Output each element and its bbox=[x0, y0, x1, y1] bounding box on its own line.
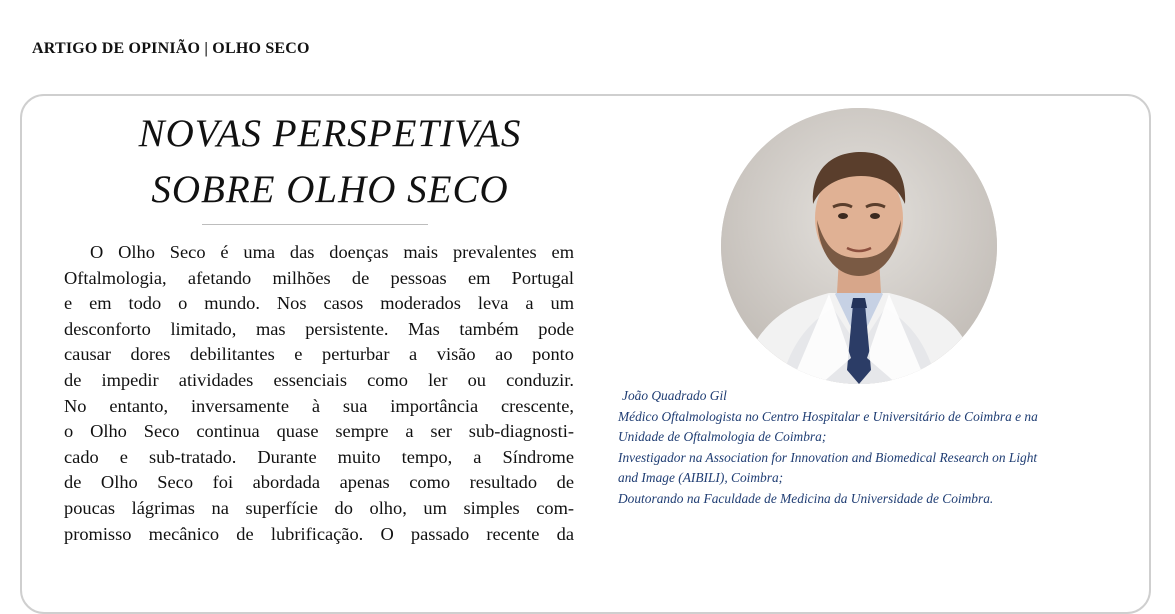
author-photo bbox=[721, 108, 997, 384]
body-line: cado e sub-tratado. Durante muito tempo, a Síndrome bbox=[64, 446, 574, 467]
body-line: poucas lágrimas na superfície do olho, um simples com- bbox=[64, 497, 574, 518]
body-line: promisso mecânico de lubrificação. O passado recente da bbox=[64, 523, 574, 544]
body-line: de impedir atividades essenciais como ler ou conduzir. bbox=[64, 369, 574, 390]
author-affiliation: Investigador na Association for Innovation and Biomedical Research on Light bbox=[618, 449, 1038, 465]
author-caption bbox=[618, 386, 1138, 510]
title-line-1: NOVAS PERSPETIVAS bbox=[138, 112, 522, 155]
author-affiliation: Unidade de Oftalmologia de Coimbra; bbox=[618, 429, 827, 445]
body-line: e em todo o mundo. Nos casos moderados leva a um bbox=[64, 293, 574, 314]
title-divider bbox=[202, 224, 428, 225]
article-title bbox=[60, 106, 600, 218]
author-affiliation: Médico Oftalmologista no Centro Hospitalar e Universitário de Coimbra e na bbox=[618, 408, 1038, 424]
author-affiliation: Doutorando na Faculdade de Medicina da Universidade de Coimbra. bbox=[618, 490, 994, 506]
title-line-2: SOBRE OLHO SECO bbox=[151, 168, 509, 211]
section-label: ARTIGO DE OPINIÃO | OLHO SECO bbox=[32, 40, 310, 57]
body-line: de Olho Seco foi abordada apenas como resultado de bbox=[64, 472, 574, 493]
body-line: causar dores debilitantes e perturbar a visão ao ponto bbox=[64, 344, 574, 365]
article-body bbox=[64, 240, 574, 547]
body-line: desconforto limitado, mas persistente. Mas também pode bbox=[64, 318, 574, 339]
author-affiliation: and Image (AIBILI), Coimbra; bbox=[618, 470, 784, 486]
body-line: O Olho Seco é uma das doenças mais prevalentes em bbox=[90, 242, 574, 262]
author-name: João Quadrado Gil bbox=[622, 388, 727, 403]
body-line: Oftalmologia, afetando milhões de pessoas em Portugal bbox=[64, 267, 574, 288]
author-portrait-illustration bbox=[721, 108, 997, 384]
body-line: o Olho Seco continua quase sempre a ser sub-diagnosti- bbox=[64, 421, 574, 442]
body-line: No entanto, inversamente à sua importância crescente, bbox=[64, 395, 574, 416]
